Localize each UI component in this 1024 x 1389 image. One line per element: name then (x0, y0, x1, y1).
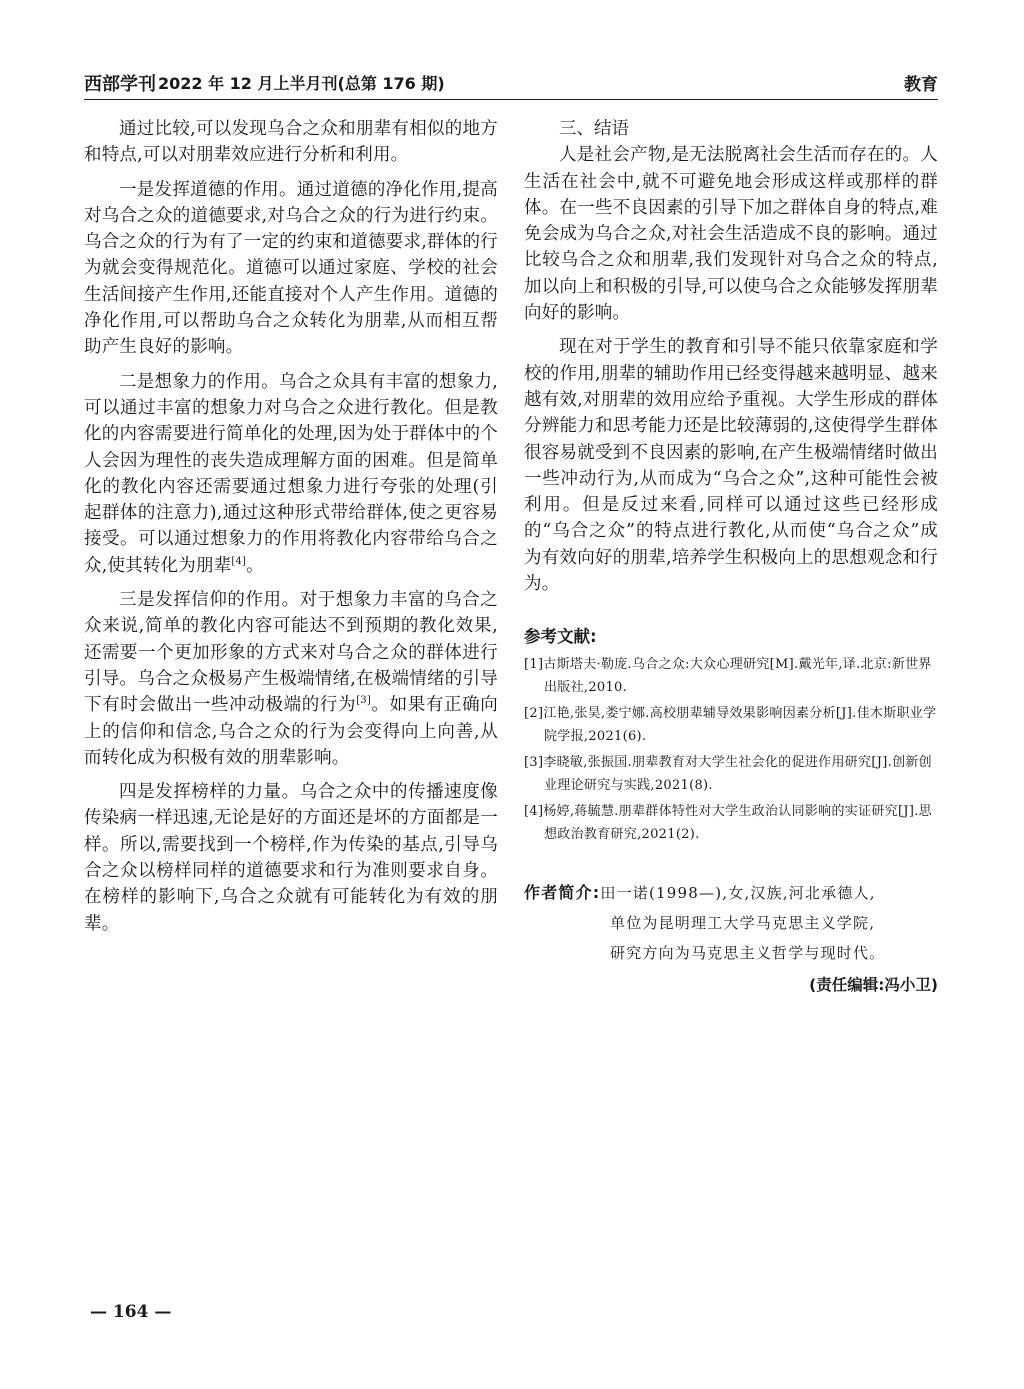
reference-item: [2]江艳,张昊,娄宁娜.高校朋辈辅导效果影响因素分析[J].佳木斯职业学院学报,2021(6). (524, 706, 937, 745)
journal-logo: 西部学刊 (84, 74, 156, 95)
author-line: 田一诺(1998—),女,汉族,河北承德人, (600, 884, 876, 903)
paragraph-text: 二是想象力的作用。乌合之众具有丰富的想象力,可以通过丰富的想象力对乌合之众进行教化。但是教化的内容需要进行简单化的处理,因为处于群体中的个人会因为理性的丧失造成理解方面的困难。但是简单化的教化内容还需要通过想象力进行夸张的处理(引起群体的注意力),通过这种形式带给群体,使之更容易接受。可以通过想象力的作用将教化内容带给乌合之众,使其转化为朋辈 (84, 371, 498, 576)
left-column (84, 116, 498, 945)
punctuation: 。 (370, 695, 390, 716)
header-rule (84, 99, 938, 100)
paragraph: 现在对于学生的教育和引导不能只依靠家庭和学校的作用,朋辈的辅助作用已经变得越来越明显、越来越有效,对朋辈的效用应给予重视。大学生形成的群体分辨能力和思考能力还是比较薄弱的,这使得学生群体很容易就受到不良因素的影响,在产生极端情绪时做出一些冲动行为,从而成为“乌合之众”,这种可能性会被利用。但是反过来看,同样可以通过这些已经形成的“乌合之众”的特点进行教化,从而使“乌合之众”成为有效向好的朋辈,培养学生积极向上的思想观念和行为。 (524, 337, 938, 595)
paragraph: 一是发挥道德的作用。通过道德的净化作用,提高对乌合之众的道德要求,对乌合之众的行为进行约束。乌合之众的行为有了一定的约束和道德要求,群体的行为就会变得规范化。道德可以通过家庭、学校的社会生活间接产生作用,还能直接对个人产生作用。道德的净化作用,可以帮助乌合之众转化为朋辈,从而相互帮助产生良好的影响。 (84, 179, 498, 358)
page-number: — 164 — (90, 1302, 172, 1322)
citation-ref[interactable]: [3] (356, 695, 371, 707)
paragraph: 四是发挥榜样的力量。乌合之众中的传播速度像传染病一样迅速,无论是好的方面还是坏的方面都是一样。所以,需要找到一个榜样,作为传染的基点,引导乌合之众以榜样同样的道德要求和行为准则要求自身。在榜样的影响下,乌合之众就有可能转化为有效的朋辈。 (84, 782, 498, 934)
references-title: 参考文献: (524, 627, 597, 647)
paragraph: 人是社会产物,是无法脱离社会生活而存在的。人生活在社会中,就不可避免地会形成这样或那样的群体。在一些不良因素的引导下加之群体自身的特点,难免会成为乌合之众,对社会生活造成不良的影响。通过比较乌合之众和朋辈,我们发现针对乌合之众的特点,加以向上和积极的引导,可以使乌合之众能够发挥朋辈向好的影响。 (524, 145, 938, 324)
responsible-editor: (责任编辑:冯小卫) (809, 976, 938, 995)
punctuation: 。 (246, 555, 264, 576)
reference-item: [3]李晓敏,张振国.朋辈教育对大学生社会化的促进作用研究[J].创新创业理论研究与实践,2021(8). (524, 755, 932, 794)
right-column (524, 116, 938, 1000)
page-header (84, 70, 938, 100)
issue-info: 2022 年 12 月上半月刊(总第 176 期) (158, 74, 445, 93)
section-title: 三、结语 (559, 119, 629, 139)
paragraph (84, 587, 498, 771)
reference-list (524, 653, 938, 846)
paragraph: 通过比较,可以发现乌合之众和朋辈有相似的地方和特点,可以对朋辈效应进行分析和利用。 (84, 119, 498, 166)
author-label: 作者简介: (524, 883, 601, 903)
paragraph-text: 如果有正确向上的信仰和信念,乌合之众的行为会变得向上向善,从而转化成为积极有效的朋辈影响。 (84, 695, 498, 768)
paragraph (84, 369, 498, 579)
author-line: 研究方向为马克思主义哲学与现时代。 (610, 944, 886, 963)
author-line: 单位为昆明理工大学马克思主义学院, (610, 914, 876, 933)
citation-ref[interactable]: [4] (231, 555, 247, 567)
paragraph-text: 三是发挥信仰的作用。对于想象力丰富的乌合之众来说,简单的教化内容可能达不到预期的教化效果,还需要一个更加形象的方式来对乌合之众的群体进行引导。乌合之众极易产生极端情绪,在极端情绪的引导下有时会做出一些冲动极端的行为 (84, 590, 498, 716)
author-bio (524, 878, 938, 1000)
reference-item: [4]杨婷,蒋毓慧.朋辈群体特性对大学生政治认同影响的实证研究[J].思想政治教育研究,2021(2). (524, 804, 932, 843)
section-name: 教育 (904, 75, 938, 95)
reference-item: [1]古斯塔夫·勒庞.乌合之众:大众心理研究[M].戴光年,译.北京:新世界出版社,2010. (524, 657, 932, 696)
